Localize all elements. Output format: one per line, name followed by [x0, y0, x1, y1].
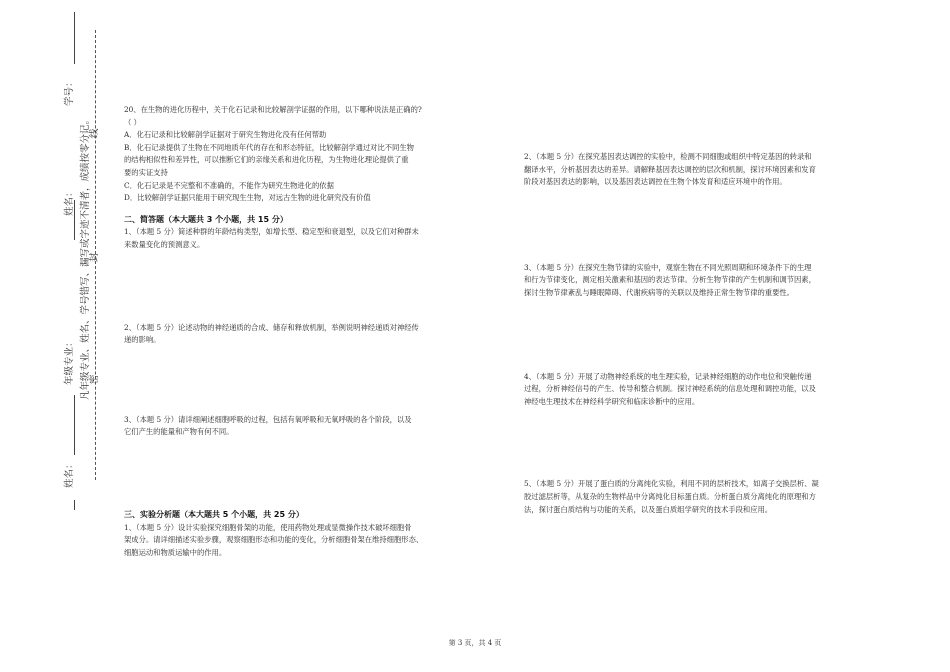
s2-q1-line2: 来数量变化的预测意义。 [124, 239, 205, 249]
binding-feng: 封 [89, 252, 100, 262]
section2-title: 二、简答题（本大题共 3 个小题，共 15 分） [124, 214, 288, 224]
r-q4-line3: 神经电生理技术在神经科学研究和临床诊断中的应用。 [524, 396, 700, 406]
q20-stem: 20、在生物的进化历程中，关于化石记录和比较解剖学证据的作用，以下哪种说法是正确的? [124, 105, 422, 114]
binding-line-top [74, 12, 75, 64]
s2-q1-line1: 1、（本题 5 分）简述种群的年龄结构类型，如增长型、稳定型和衰退型，以及它们对种群未 [124, 227, 419, 237]
r-q3-line1: 3、（本题 5 分）在探究生物节律的实验中，观察生物在不同光照周期和环境条件下的生理 [524, 262, 812, 272]
s3-q1-line2: 架成分。请详细描述实验步骤，观察细胞形态和功能的变化，分析细胞骨架在维持细胞形态、 [124, 535, 424, 545]
r-q3-line3: 探讨生物节律紊乱与睡眠障碍、代谢疾病等的关联以及维持正常生物节律的重要性。 [524, 287, 794, 297]
q20-option-b-line2: 的结构相似性和差异性，可以推断它们的亲缘关系和进化历程，为生物进化理论提供了重 [124, 155, 409, 165]
s2-q2-line2: 递的影响。 [124, 335, 161, 345]
grade-label: 年级专业： [64, 337, 75, 385]
q20-option-b-line1: B．化石记录提供了生物在不同地质年代的存在和形态特征，比较解剖学通过对比不同生物 [124, 142, 414, 152]
student-no-label: 学号： [64, 77, 75, 106]
s2-q3-line2: 它们产生的能量和产物有何不同。 [124, 427, 234, 437]
r-q3-line2: 和行为节律变化，测定相关激素和基因的表达节律。分析生物节律的产生机制和调节因素， [524, 275, 816, 285]
binding-mi: 密 [89, 374, 100, 384]
s2-q2-line1: 2、（本题 5 分）论述动物的神经递质的合成、储存和释放机制，举例说明神经递质对神经传 [124, 322, 419, 332]
r-q4-line1: 4、（本题 5 分）开展了动物神经系统的电生理实验，记录神经细胞的动作电位和突触传递 [524, 371, 812, 381]
q20-option-d: D．比较解剖学证据只能用于研究现生生物，对远古生物的进化研究没有价值 [124, 193, 371, 203]
q20-bracket: （ ） [124, 117, 141, 127]
binding-line-bottom [74, 500, 75, 510]
right-column [524, 151, 864, 516]
binding-xian: 线 [89, 128, 100, 138]
page-number: 第 3 页，共 4 页 [448, 639, 502, 647]
binding-notice: 凡年级专业、姓名、学号错写、漏写或字迹不清者，成绩按零分记。 [80, 114, 91, 400]
r-q2-line1: 2、（本题 5 分）在探究基因表达调控的实验中，检测不同细胞或组织中特定基因的转录和 [524, 152, 812, 161]
r-q5-line3: 法，探讨蛋白质结构与功能的关系，以及蛋白质组学研究的技术手段和应用。 [524, 504, 773, 514]
r-q2-line2: 翻译水平，分析基因表达的差异。请解释基因表达调控的层次和机制，探讨环境因素和发育 [524, 164, 816, 174]
r-q4-line2: 过程，分析神经信号的产生、传导和整合机制。探讨神经系统的信息处理和调控功能，以及 [524, 384, 816, 394]
binding-margin [0, 0, 110, 672]
name-label: 姓名： [64, 187, 75, 216]
s3-q1-line1: 1、（本题 5 分）设计实验探究细胞骨架的功能，使用药物处理或显微操作技术破坏细胞骨 [124, 522, 412, 532]
q20-option-b-line3: 要的实证支持 [124, 167, 168, 177]
section3-title: 三、实验分析题（本大题共 5 个小题，共 25 分） [124, 509, 304, 519]
s2-q3-line1: 3、（本题 5 分）请详细阐述细胞呼吸的过程，包括有氧呼吸和无氧呼吸的各个阶段，以及 [124, 414, 412, 424]
r-q5-line2: 胶过滤层析等，从复杂的生物样品中分离纯化目标蛋白质。分析蛋白质分离纯化的原理和方 [524, 491, 816, 501]
binding-line-low [74, 395, 75, 455]
s3-q1-line3: 细胞运动和物质运输中的作用。 [124, 547, 227, 557]
r-q2-line3: 阶段对基因表达的影响，以及基因表达调控在生物个体发育和适应环境中的作用。 [524, 177, 787, 187]
school-label: 姓名： [64, 459, 75, 488]
q20-option-c: C．化石记录是不完整和不准确的，不能作为研究生物进化的依据 [124, 180, 334, 190]
left-column [124, 104, 476, 559]
r-q5-line1: 5、（本题 5 分）开展了蛋白质的分离纯化实验，利用不同的层析技术，如离子交换层析、凝 [524, 479, 819, 489]
q20-option-a: A．化石记录和比较解剖学证据对于研究生物进化没有任何帮助 [124, 130, 327, 140]
